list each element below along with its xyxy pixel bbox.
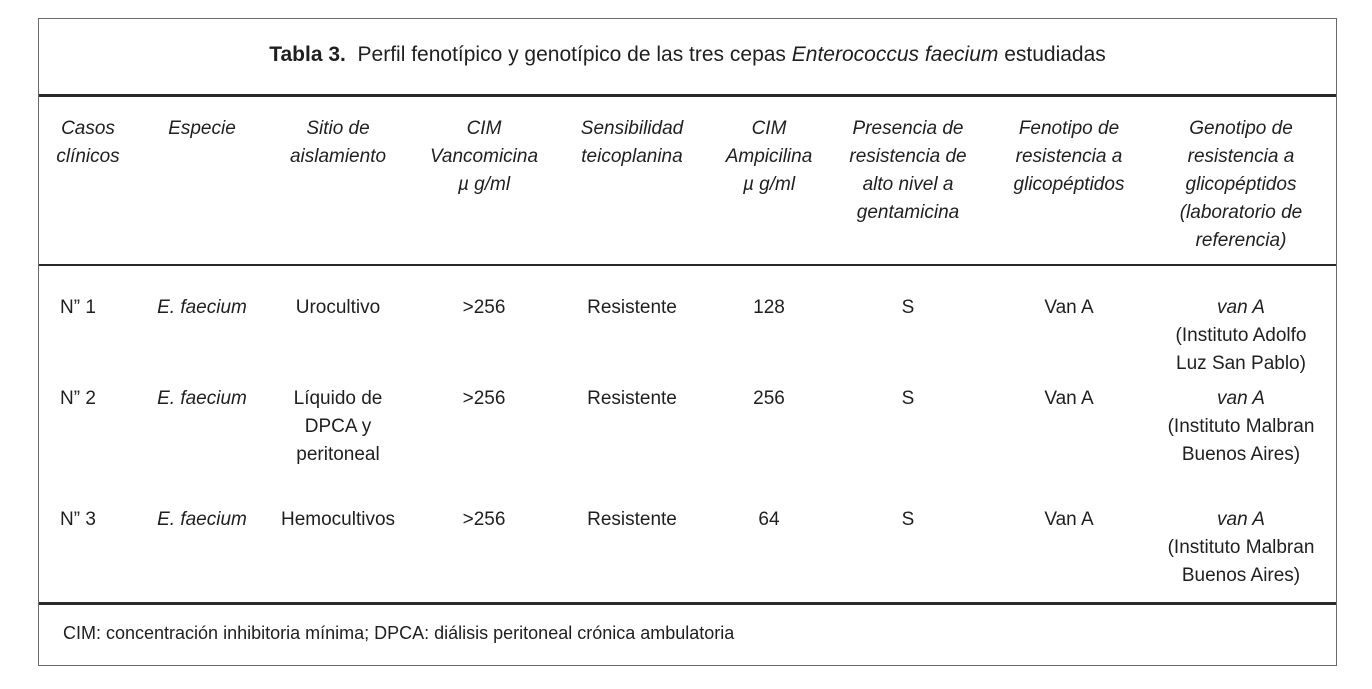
cell-especie: E. faecium: [157, 509, 247, 530]
cell-especie: E. faecium: [157, 297, 247, 318]
header-fenotipo: [989, 115, 1149, 199]
cell-line: van A: [1217, 388, 1265, 409]
cell-teico: Resistente: [587, 297, 677, 318]
header-line: Genotipo de: [1189, 118, 1293, 139]
cell-line: Buenos Aires): [1181, 565, 1301, 586]
cell-genotipo: [1157, 506, 1325, 590]
header-line: µ g/ml: [742, 174, 796, 195]
cell-sitio: [265, 385, 411, 469]
header-line: Ampicilina: [725, 146, 813, 167]
header-line: (laboratorio de: [1179, 202, 1303, 223]
cell-line: Hemocultivos: [280, 509, 396, 530]
header-rule: [39, 264, 1336, 266]
cell-gentamicina: S: [901, 297, 915, 318]
cell-fenotipo: Van A: [1044, 509, 1094, 530]
header-line: Especie: [168, 118, 236, 139]
header-gentamicina: [833, 115, 983, 227]
header-line: Sitio de: [306, 118, 370, 139]
cell-cim-vanco: >256: [462, 509, 506, 530]
table-label: Tabla 3.: [269, 43, 346, 66]
bottom-rule: [39, 602, 1336, 605]
header-line: resistencia de: [849, 146, 967, 167]
title-species: Enterococcus faecium: [791, 43, 999, 66]
cell-line: Urocultivo: [295, 297, 381, 318]
title-text-pre: Perfil fenotípico y genotípico de las tres cepas: [357, 43, 792, 66]
header-especie: [147, 115, 257, 143]
header-sitio: [265, 115, 411, 171]
header-line: glicopéptidos: [1185, 174, 1297, 195]
cell-line: DPCA y: [304, 416, 372, 437]
cell-caso: N” 3: [60, 509, 96, 530]
table-footnote: CIM: concentración inhibitoria mínima; DPCA: diálisis peritoneal crónica ambulatoria: [63, 623, 735, 643]
cell-cim-vanco: >256: [462, 297, 506, 318]
cell-line: Luz San Pablo): [1176, 353, 1306, 374]
header-cim-ampicilina: [707, 115, 831, 199]
header-line: Fenotipo de: [1018, 118, 1120, 139]
top-rule: [39, 94, 1336, 97]
header-line: Casos: [61, 118, 115, 139]
cell-line: (Instituto Malbran: [1167, 537, 1315, 558]
cell-fenotipo: Van A: [1044, 297, 1094, 318]
header-line: CIM: [466, 118, 502, 139]
header-line: Presencia de: [852, 118, 964, 139]
cell-line: Buenos Aires): [1181, 444, 1301, 465]
cell-cim-ampi: 256: [753, 388, 785, 409]
cell-especie: E. faecium: [157, 388, 247, 409]
cell-line: van A: [1217, 297, 1265, 318]
header-line: µ g/ml: [457, 174, 511, 195]
cell-fenotipo: Van A: [1044, 388, 1094, 409]
cell-line: (Instituto Adolfo: [1175, 325, 1307, 346]
title-text-post: estudiadas: [998, 43, 1106, 66]
cell-cim-ampi: 128: [753, 297, 785, 318]
header-line: resistencia a: [1187, 146, 1295, 167]
cell-teico: Resistente: [587, 509, 677, 530]
header-cim-vancomicina: [411, 115, 557, 199]
cell-genotipo: [1157, 385, 1325, 469]
cell-gentamicina: S: [901, 388, 915, 409]
cell-cim-vanco: >256: [462, 388, 506, 409]
cell-line: Líquido de: [293, 388, 383, 409]
header-line: aislamiento: [289, 146, 387, 167]
header-line: Vancomicina: [429, 146, 539, 167]
cell-cim-ampi: 64: [758, 509, 780, 530]
cell-sitio: [265, 294, 411, 322]
header-line: alto nivel a: [862, 174, 954, 195]
table-title: [39, 43, 1336, 67]
cell-line: (Instituto Malbran: [1167, 416, 1315, 437]
header-line: teicoplanina: [581, 146, 683, 167]
cell-line: van A: [1217, 509, 1265, 530]
header-line: CIM: [751, 118, 787, 139]
cell-caso: N” 1: [60, 297, 96, 318]
cell-caso: N” 2: [60, 388, 96, 409]
header-teicoplanina: [559, 115, 705, 171]
cell-gentamicina: S: [901, 509, 915, 530]
header-line: glicopéptidos: [1013, 174, 1125, 195]
header-line: Sensibilidad: [580, 118, 684, 139]
cell-teico: Resistente: [587, 388, 677, 409]
cell-sitio: [265, 506, 411, 534]
cell-line: peritoneal: [296, 444, 380, 465]
header-line: clínicos: [56, 146, 120, 167]
header-line: resistencia a: [1015, 146, 1123, 167]
header-line: referencia): [1195, 230, 1287, 251]
table-frame: [38, 18, 1337, 666]
cell-genotipo: [1157, 294, 1325, 378]
header-casos: [43, 115, 133, 171]
header-line: gentamicina: [856, 202, 960, 223]
header-genotipo: [1157, 115, 1325, 255]
